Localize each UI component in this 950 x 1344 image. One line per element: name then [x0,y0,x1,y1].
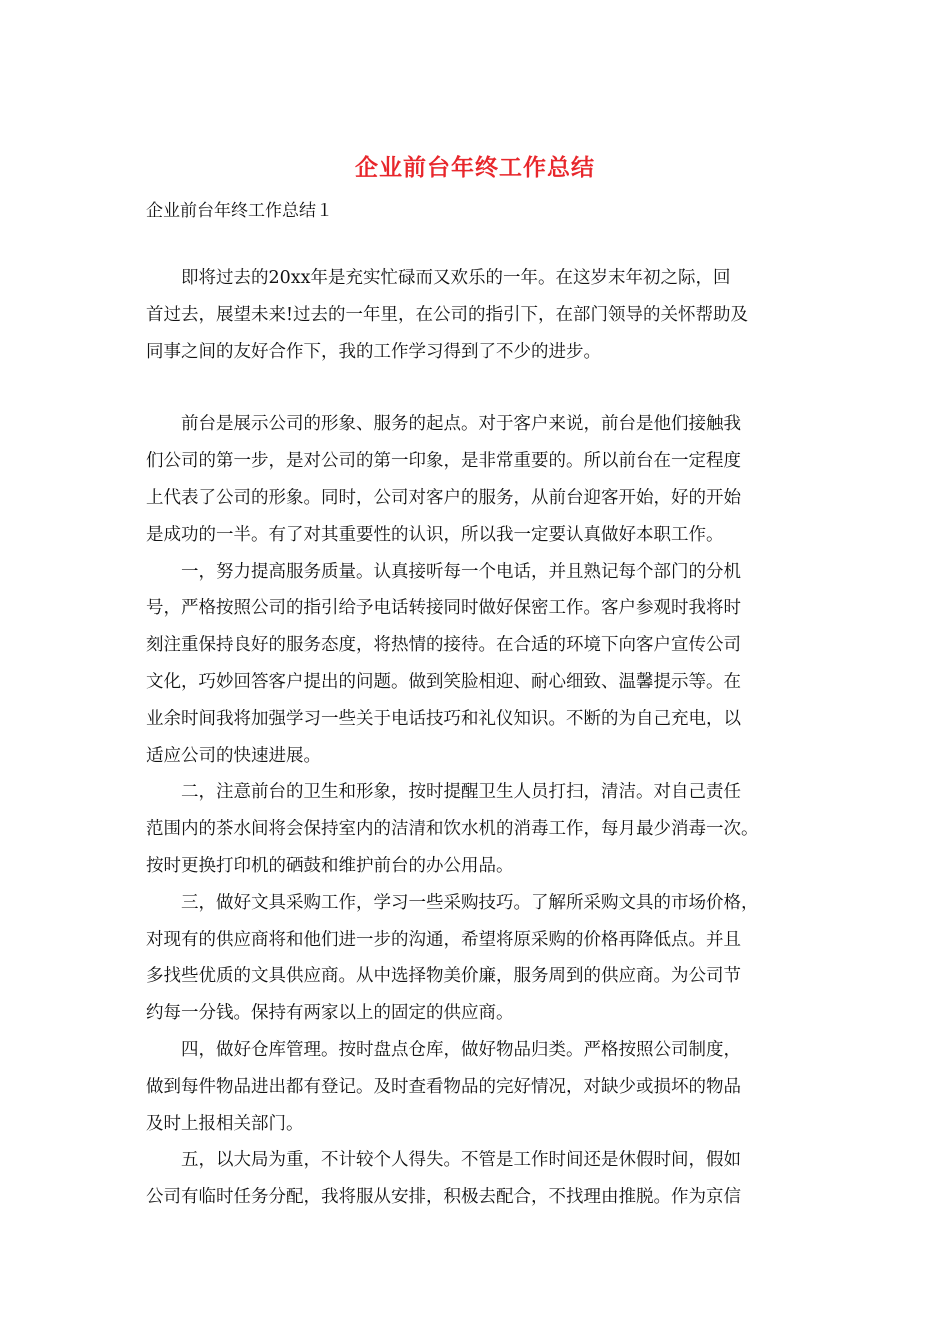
paragraph-point-three: 三，做好文具采购工作，学习一些采购技巧。了解所采购文具的市场价格， 对现有的供应商将和他们进一步的沟通，希望将原采购的价格再降低点。并且 多找些优质的文具供应商。从中选择物美价廉，服务周到的供应商。为公司节 约每一分钱。保持有两家以上的固定的供应商。 [146,892,759,1024]
document-subtitle: 企业前台年终工作总结１ [146,201,333,221]
document-title: 企业前台年终工作总结 [355,154,595,181]
paragraph-point-five: 五，以大局为重，不计较个人得失。不管是工作时间还是休假时间，假如 公司有临时任务分配，我将服从安排，积极去配合，不找理由推脱。作为京信 [146,1150,741,1208]
paragraph-point-two: 二，注意前台的卫生和形象，按时提醒卫生人员打扫，清洁。对自己责任 范围内的茶水间将会保持室内的洁清和饮水机的消毒工作，每月最少消毒一次。 按时更换打印机的硒鼓和维护前台的办公用品。 [146,782,759,876]
paragraph-point-four: 四，做好仓库管理。按时盘点仓库，做好物品归类。严格按照公司制度， 做到每件物品进出都有登记。及时查看物品的完好情况，对缺少或损坏的物品 及时上报相关部门。 [146,1039,741,1134]
paragraph-intro: 即将过去的20xx年是充实忙碌而又欢乐的一年。在这岁末年初之际，回 首过去，展望未来!过去的一年里，在公司的指引下，在部门领导的关怀帮助及 同事之间的友好合作下，我的工作学习得到了不少的进步。 [146,268,749,362]
paragraph-front-desk-role: 前台是展示公司的形象、服务的起点。对于客户来说，前台是他们接触我 们公司的第一步，是对公司的第一印象，是非常重要的。所以前台在一定程度 上代表了公司的形象。同时，公司对客户的服务，从前台迎客开始，好的开始 是成功的一半。有了对其重要性的认识，所以我一定要认真做好本职工作。 [146,414,741,545]
paragraph-point-one: 一，努力提高服务质量。认真接听每一个电话，并且熟记每个部门的分机 号，严格按照公司的指引给予电话转接同时做好保密工作。客户参观时我将时 刻注重保持良好的服务态度，将热情的接待。在合适的环境下向客户宣传公司 文化，巧妙回答客户提出的问题。做到笑脸相迎、耐心细致、温馨提示等。在 业余时间我将加强学习一些关于电话技巧和礼仪知识。不断的为自己充电，以 适应公司的快速进展。 [146,561,741,766]
document-body [146,260,814,1216]
